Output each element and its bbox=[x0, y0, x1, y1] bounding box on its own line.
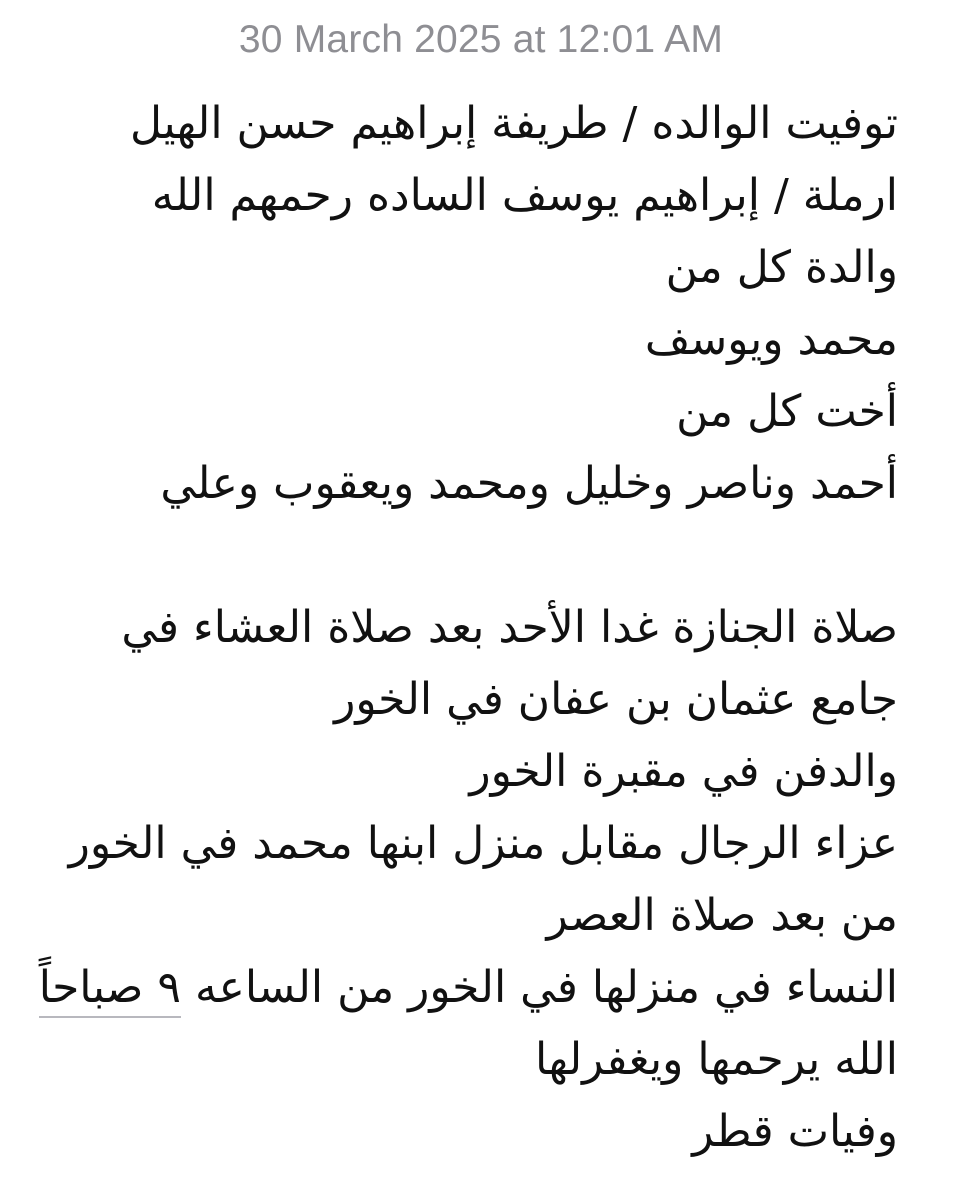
note-line: أحمد وناصر وخليل ومحمد ويعقوب وعلي bbox=[160, 458, 898, 509]
note-line: والدفن في مقبرة الخور bbox=[469, 746, 898, 797]
note-timestamp: 30 March 2025 at 12:01 AM bbox=[238, 18, 724, 61]
note-line: جامع عثمان بن عفان في الخور bbox=[334, 674, 898, 725]
note-line-time bbox=[38, 952, 898, 1024]
note-line: صلاة الجنازة غدا الأحد بعد صلاة العشاء في bbox=[121, 602, 898, 653]
note-line: عزاء الرجال مقابل منزل ابنها محمد في الخور bbox=[68, 818, 898, 869]
note-line: محمد ويوسف bbox=[644, 314, 898, 365]
note-line: الله يرحمها ويغفرلها bbox=[535, 1034, 898, 1085]
note-line: ارملة / إبراهيم يوسف الساده رحمهم الله bbox=[151, 170, 898, 221]
note-line: والدة كل من bbox=[665, 242, 898, 293]
note-line: من بعد صلاة العصر bbox=[546, 890, 898, 941]
note-line: وفيات قطر bbox=[692, 1106, 898, 1157]
note-line-text: النساء في منزلها في الخور من الساعه bbox=[194, 962, 898, 1013]
detected-time-link[interactable]: ٩ صباحاً bbox=[39, 960, 181, 1018]
note-blank-line bbox=[38, 520, 898, 592]
note-line: توفيت الوالده / طريفة إبراهيم حسن الهيل bbox=[130, 98, 898, 149]
note-line: أخت كل من bbox=[676, 386, 898, 437]
note-body[interactable] bbox=[38, 88, 898, 1168]
